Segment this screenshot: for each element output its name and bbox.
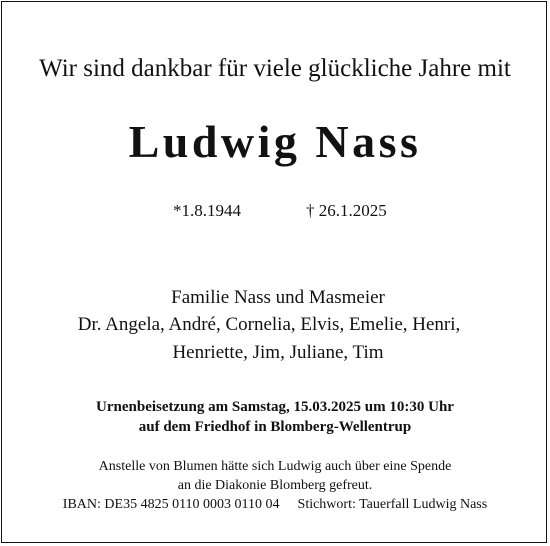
bank-details (0, 495, 550, 514)
deceased-name: Ludwig Nass (128, 116, 422, 167)
donation-keyword: Stichwort: Tauerfall Ludwig Nass (297, 497, 488, 512)
family-line: Familie Nass und Masmeier (171, 287, 385, 308)
intro-text: Wir sind dankbar für viele glückliche Jahre mit (39, 55, 511, 82)
family-line: Henriette, Jim, Juliane, Tim (172, 342, 384, 363)
funeral-location: auf dem Friedhof in Blomberg-Wellentrup (138, 419, 412, 435)
death-date: † 26.1.2025 (306, 201, 387, 220)
family-line: Dr. Angela, André, Cornelia, Elvis, Emelie, Henri, (77, 314, 461, 335)
donation-note: an die Diakonie Blomberg gefreut. (177, 478, 373, 493)
donation-note: Anstelle von Blumen hätte sich Ludwig auch über eine Spende (98, 459, 452, 474)
iban-text: IBAN: DE35 4825 0110 0003 0110 04 (62, 497, 280, 512)
birth-date: *1.8.1944 (173, 201, 241, 220)
funeral-info: Urnenbeisetzung am Samstag, 15.03.2025 um 10:30 Uhr (96, 399, 454, 415)
